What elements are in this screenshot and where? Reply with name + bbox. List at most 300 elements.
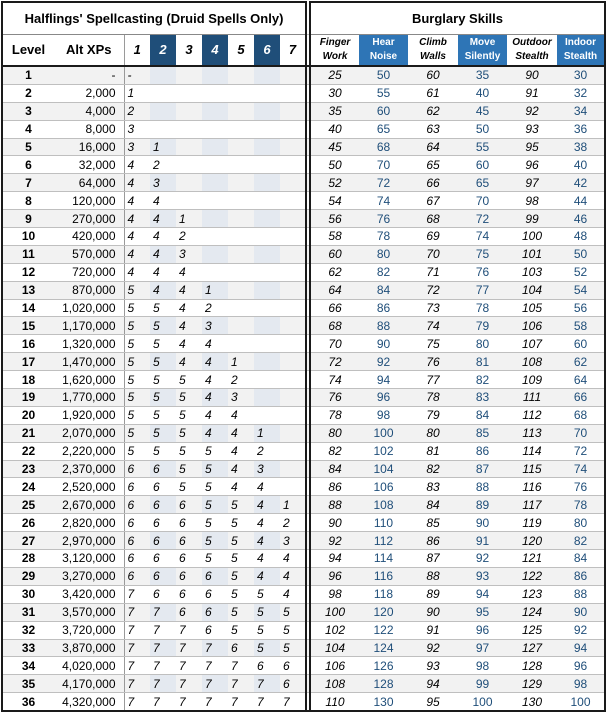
climb-walls-cell: 71 <box>408 263 458 281</box>
spell-slot-cell: 4 <box>150 228 176 246</box>
finger-work-cell: 64 <box>310 281 359 299</box>
indoor-stealth-cell: 64 <box>557 371 605 389</box>
level-header: Level <box>2 35 54 67</box>
outdoor-stealth-cell: 117 <box>507 496 557 514</box>
alt-xp-cell: 1,920,000 <box>54 406 124 424</box>
spell-slot-cell: 7 <box>124 585 150 603</box>
spell-level-4-header: 4 <box>202 35 228 67</box>
finger-work-cell: 62 <box>310 263 359 281</box>
climb-walls-header: Climb Walls <box>408 35 458 67</box>
table-row <box>2 174 605 192</box>
table-row <box>2 263 605 281</box>
hear-noise-cell: 88 <box>359 317 408 335</box>
spell-slot-cell <box>202 120 228 138</box>
finger-work-cell: 74 <box>310 371 359 389</box>
spell-slot-cell: 7 <box>176 621 202 639</box>
level-cell: 7 <box>2 174 54 192</box>
climb-walls-cell: 78 <box>408 389 458 407</box>
spell-slot-cell <box>228 174 254 192</box>
spell-slot-cell <box>280 174 306 192</box>
climb-walls-cell: 73 <box>408 299 458 317</box>
move-silently-cell: 72 <box>458 210 507 228</box>
level-cell: 6 <box>2 156 54 174</box>
spell-slot-cell: 7 <box>202 639 228 657</box>
spell-slot-cell <box>202 156 228 174</box>
spell-slot-cell: 3 <box>176 245 202 263</box>
spell-slot-cell: 6 <box>202 603 228 621</box>
spell-slot-cell: 6 <box>150 478 176 496</box>
finger-work-cell: 68 <box>310 317 359 335</box>
indoor-stealth-cell: 96 <box>557 657 605 675</box>
climb-walls-cell: 64 <box>408 138 458 156</box>
spell-slot-cell <box>176 174 202 192</box>
hear-noise-cell: 112 <box>359 532 408 550</box>
spell-slot-cell: 4 <box>124 192 150 210</box>
spell-slot-cell <box>254 120 280 138</box>
spell-slot-cell: 4 <box>202 424 228 442</box>
spell-slot-cell <box>280 335 306 353</box>
move-silently-cell: 77 <box>458 281 507 299</box>
finger-work-cell: 35 <box>310 102 359 120</box>
spell-slot-cell <box>150 84 176 102</box>
outdoor-stealth-cell: 109 <box>507 371 557 389</box>
climb-walls-cell: 63 <box>408 120 458 138</box>
move-silently-cell: 81 <box>458 353 507 371</box>
spell-slot-cell <box>176 102 202 120</box>
move-silently-cell: 98 <box>458 657 507 675</box>
spell-slot-cell <box>254 138 280 156</box>
move-silently-cell: 94 <box>458 585 507 603</box>
table-row <box>2 585 605 603</box>
move-silently-cell: 92 <box>458 550 507 568</box>
spell-slot-cell: 4 <box>254 567 280 585</box>
hear-noise-header: Hear Noise <box>359 35 408 67</box>
climb-walls-cell: 62 <box>408 102 458 120</box>
spell-slot-cell: 5 <box>176 478 202 496</box>
level-cell: 19 <box>2 389 54 407</box>
spell-slot-cell <box>280 281 306 299</box>
climb-walls-cell: 85 <box>408 514 458 532</box>
hear-noise-cell: 114 <box>359 550 408 568</box>
hear-noise-cell: 78 <box>359 228 408 246</box>
level-cell: 23 <box>2 460 54 478</box>
spell-slot-cell <box>228 317 254 335</box>
spell-slot-cell: 7 <box>150 621 176 639</box>
spell-slot-cell: 4 <box>150 210 176 228</box>
spell-slot-cell: 7 <box>150 639 176 657</box>
indoor-stealth-cell: 46 <box>557 210 605 228</box>
indoor-stealth-cell: 30 <box>557 66 605 84</box>
finger-work-cell: 58 <box>310 228 359 246</box>
indoor-stealth-cell: 32 <box>557 84 605 102</box>
spell-slot-cell: 7 <box>228 675 254 693</box>
spell-slot-cell: 7 <box>150 693 176 711</box>
finger-work-cell: 30 <box>310 84 359 102</box>
table-row <box>2 675 605 693</box>
outdoor-stealth-cell: 121 <box>507 550 557 568</box>
indoor-stealth-cell: 56 <box>557 299 605 317</box>
spell-slot-cell <box>254 317 280 335</box>
spell-slot-cell <box>228 245 254 263</box>
move-silently-cell: 93 <box>458 567 507 585</box>
spell-slot-cell <box>280 228 306 246</box>
table-row <box>2 478 605 496</box>
spell-slot-cell <box>202 138 228 156</box>
spell-slot-cell: 1 <box>176 210 202 228</box>
spell-slot-cell: 4 <box>176 263 202 281</box>
spell-slot-cell: 5 <box>150 317 176 335</box>
finger-work-cell: 54 <box>310 192 359 210</box>
indoor-stealth-cell: 42 <box>557 174 605 192</box>
table-row <box>2 442 605 460</box>
finger-work-cell: 108 <box>310 675 359 693</box>
indoor-stealth-cell: 58 <box>557 317 605 335</box>
level-cell: 36 <box>2 693 54 711</box>
spell-slot-cell: 6 <box>254 657 280 675</box>
finger-work-cell: 70 <box>310 335 359 353</box>
spell-slot-cell: 5 <box>124 406 150 424</box>
spell-slot-cell <box>254 281 280 299</box>
level-cell: 30 <box>2 585 54 603</box>
finger-work-cell: 82 <box>310 442 359 460</box>
climb-walls-cell: 68 <box>408 210 458 228</box>
spell-slot-cell <box>228 335 254 353</box>
spell-slot-cell: 4 <box>176 353 202 371</box>
spell-slot-cell: 6 <box>202 585 228 603</box>
spell-slot-cell <box>280 84 306 102</box>
alt-xp-cell: 1,170,000 <box>54 317 124 335</box>
indoor-stealth-cell: 94 <box>557 639 605 657</box>
spell-slot-cell: 5 <box>228 496 254 514</box>
spell-slot-cell: 1 <box>150 138 176 156</box>
outdoor-stealth-cell: 92 <box>507 102 557 120</box>
climb-walls-cell: 60 <box>408 66 458 84</box>
spell-slot-cell: 6 <box>150 550 176 568</box>
climb-walls-cell: 90 <box>408 603 458 621</box>
level-cell: 11 <box>2 245 54 263</box>
alt-xp-cell: 2,070,000 <box>54 424 124 442</box>
level-cell: 28 <box>2 550 54 568</box>
outdoor-stealth-cell: 124 <box>507 603 557 621</box>
level-cell: 22 <box>2 442 54 460</box>
spell-slot-cell <box>254 210 280 228</box>
hear-noise-cell: 126 <box>359 657 408 675</box>
spell-slot-cell <box>228 120 254 138</box>
spell-slot-cell: 4 <box>254 496 280 514</box>
indoor-stealth-cell: 88 <box>557 585 605 603</box>
outdoor-stealth-cell: 99 <box>507 210 557 228</box>
spell-slot-cell: 6 <box>124 532 150 550</box>
level-cell: 17 <box>2 353 54 371</box>
move-silently-header: Move Silently <box>458 35 507 67</box>
alt-xp-cell: 4,170,000 <box>54 675 124 693</box>
climb-walls-cell: 79 <box>408 406 458 424</box>
outdoor-stealth-cell: 108 <box>507 353 557 371</box>
move-silently-cell: 40 <box>458 84 507 102</box>
move-silently-cell: 95 <box>458 603 507 621</box>
outdoor-stealth-cell: 123 <box>507 585 557 603</box>
spell-slot-cell: 6 <box>176 603 202 621</box>
spell-slot-cell: 4 <box>228 442 254 460</box>
climb-walls-cell: 76 <box>408 353 458 371</box>
move-silently-cell: 84 <box>458 406 507 424</box>
spell-slot-cell: 6 <box>150 567 176 585</box>
climb-walls-cell: 92 <box>408 639 458 657</box>
hear-noise-cell: 72 <box>359 174 408 192</box>
move-silently-cell: 55 <box>458 138 507 156</box>
spell-slot-cell <box>254 156 280 174</box>
spell-slot-cell <box>176 120 202 138</box>
finger-work-cell: 86 <box>310 478 359 496</box>
spell-slot-cell <box>228 281 254 299</box>
indoor-stealth-cell: 76 <box>557 478 605 496</box>
alt-xp-cell: 2,820,000 <box>54 514 124 532</box>
outdoor-stealth-cell: 111 <box>507 389 557 407</box>
spell-slot-cell: 4 <box>124 156 150 174</box>
climb-walls-cell: 91 <box>408 621 458 639</box>
level-cell: 10 <box>2 228 54 246</box>
spell-slot-cell: 3 <box>228 389 254 407</box>
spreadsheet <box>1 1 606 712</box>
finger-work-cell: 80 <box>310 424 359 442</box>
indoor-stealth-cell: 54 <box>557 281 605 299</box>
alt-xp-cell: 120,000 <box>54 192 124 210</box>
move-silently-cell: 35 <box>458 66 507 84</box>
move-silently-cell: 90 <box>458 514 507 532</box>
hear-noise-cell: 65 <box>359 120 408 138</box>
spell-slot-cell: 7 <box>254 693 280 711</box>
hear-noise-cell: 70 <box>359 156 408 174</box>
level-cell: 25 <box>2 496 54 514</box>
spell-slot-cell: 4 <box>150 192 176 210</box>
alt-xp-cell: 1,770,000 <box>54 389 124 407</box>
spell-slot-cell <box>228 84 254 102</box>
indoor-stealth-cell: 48 <box>557 228 605 246</box>
table-row <box>2 335 605 353</box>
spell-slot-cell: 7 <box>124 621 150 639</box>
alt-xp-cell: 3,120,000 <box>54 550 124 568</box>
outdoor-stealth-cell: 119 <box>507 514 557 532</box>
spell-slot-cell: 4 <box>228 424 254 442</box>
spell-slot-cell <box>150 120 176 138</box>
spell-slot-cell: 5 <box>202 532 228 550</box>
finger-work-cell: 50 <box>310 156 359 174</box>
hear-noise-cell: 118 <box>359 585 408 603</box>
finger-work-cell: 40 <box>310 120 359 138</box>
climb-walls-cell: 61 <box>408 84 458 102</box>
move-silently-cell: 91 <box>458 532 507 550</box>
spell-slot-cell <box>202 228 228 246</box>
table-row <box>2 299 605 317</box>
spell-slot-cell: 5 <box>202 514 228 532</box>
spell-slot-cell: 3 <box>254 460 280 478</box>
spell-slot-cell: 4 <box>150 245 176 263</box>
spell-slot-cell: 5 <box>228 532 254 550</box>
indoor-stealth-cell: 82 <box>557 532 605 550</box>
spell-slot-cell: 2 <box>254 442 280 460</box>
spell-slot-cell: 6 <box>124 478 150 496</box>
spell-slot-cell: 5 <box>254 639 280 657</box>
spell-slot-cell: 7 <box>176 693 202 711</box>
table-row <box>2 424 605 442</box>
spell-slot-cell: 5 <box>124 299 150 317</box>
spell-slot-cell <box>202 84 228 102</box>
spell-slot-cell <box>254 263 280 281</box>
climb-walls-cell: 77 <box>408 371 458 389</box>
spell-slot-cell: 4 <box>202 389 228 407</box>
outdoor-stealth-cell: 128 <box>507 657 557 675</box>
level-cell: 16 <box>2 335 54 353</box>
spell-slot-cell: 5 <box>228 514 254 532</box>
spell-slot-cell: 6 <box>176 496 202 514</box>
spell-slot-cell: 4 <box>228 406 254 424</box>
alt-xp-cell: 870,000 <box>54 281 124 299</box>
spell-slot-cell <box>202 102 228 120</box>
alt-xp-cell: 3,570,000 <box>54 603 124 621</box>
alt-xp-cell: 420,000 <box>54 228 124 246</box>
table-row <box>2 514 605 532</box>
spell-slot-cell: 5 <box>202 550 228 568</box>
table-row <box>2 66 605 84</box>
climb-walls-cell: 74 <box>408 317 458 335</box>
spell-slot-cell: 4 <box>254 532 280 550</box>
hear-noise-cell: 80 <box>359 245 408 263</box>
hear-noise-cell: 116 <box>359 567 408 585</box>
spell-slot-cell <box>254 353 280 371</box>
spell-level-2-header: 2 <box>150 35 176 67</box>
spell-slot-cell: 5 <box>150 406 176 424</box>
spell-slot-cell <box>280 460 306 478</box>
spell-slot-cell: 6 <box>176 567 202 585</box>
spell-level-3-header: 3 <box>176 35 202 67</box>
outdoor-stealth-cell: 130 <box>507 693 557 711</box>
spell-slot-cell: 7 <box>124 603 150 621</box>
alt-xp-cell: 2,970,000 <box>54 532 124 550</box>
spell-slot-cell: 4 <box>176 299 202 317</box>
spell-slot-cell: 4 <box>254 514 280 532</box>
alt-xp-cell: 3,420,000 <box>54 585 124 603</box>
hear-noise-cell: 96 <box>359 389 408 407</box>
spell-slot-cell: 5 <box>228 621 254 639</box>
move-silently-cell: 60 <box>458 156 507 174</box>
level-cell: 29 <box>2 567 54 585</box>
finger-work-cell: 84 <box>310 460 359 478</box>
spell-slot-cell: 7 <box>124 657 150 675</box>
spell-slot-cell: 4 <box>202 335 228 353</box>
finger-work-cell: 88 <box>310 496 359 514</box>
spell-slot-cell: 7 <box>280 693 306 711</box>
move-silently-cell: 100 <box>458 693 507 711</box>
alt-xp-header: Alt XPs <box>54 35 124 67</box>
spell-slot-cell: 1 <box>202 281 228 299</box>
outdoor-stealth-cell: 112 <box>507 406 557 424</box>
table-row <box>2 138 605 156</box>
spell-slot-cell: 6 <box>150 585 176 603</box>
table-row <box>2 120 605 138</box>
spell-slot-cell: 4 <box>202 353 228 371</box>
indoor-stealth-cell: 98 <box>557 675 605 693</box>
spell-slot-cell: 6 <box>150 496 176 514</box>
spell-slot-cell: 6 <box>124 550 150 568</box>
indoor-stealth-cell: 70 <box>557 424 605 442</box>
spell-slot-cell: 5 <box>124 424 150 442</box>
climb-walls-cell: 69 <box>408 228 458 246</box>
spell-slot-cell <box>280 317 306 335</box>
alt-xp-cell: 2,670,000 <box>54 496 124 514</box>
spell-slot-cell <box>150 102 176 120</box>
alt-xp-cell: 3,270,000 <box>54 567 124 585</box>
finger-work-cell: 106 <box>310 657 359 675</box>
move-silently-cell: 75 <box>458 245 507 263</box>
outdoor-stealth-cell: 113 <box>507 424 557 442</box>
hear-noise-cell: 50 <box>359 66 408 84</box>
alt-xp-cell: 1,020,000 <box>54 299 124 317</box>
spell-slot-cell: 5 <box>254 585 280 603</box>
hear-noise-cell: 130 <box>359 693 408 711</box>
spell-slot-cell <box>228 102 254 120</box>
spell-slot-cell: 5 <box>124 371 150 389</box>
climb-walls-cell: 70 <box>408 245 458 263</box>
hear-noise-cell: 74 <box>359 192 408 210</box>
outdoor-stealth-cell: 91 <box>507 84 557 102</box>
level-cell: 5 <box>2 138 54 156</box>
spell-level-1-header: 1 <box>124 35 150 67</box>
hear-noise-cell: 90 <box>359 335 408 353</box>
table-row <box>2 192 605 210</box>
alt-xp-cell: 16,000 <box>54 138 124 156</box>
level-cell: 20 <box>2 406 54 424</box>
spell-slot-cell: 5 <box>124 281 150 299</box>
level-cell: 14 <box>2 299 54 317</box>
outdoor-stealth-cell: 122 <box>507 567 557 585</box>
outdoor-stealth-cell: 103 <box>507 263 557 281</box>
spell-slot-cell: 7 <box>228 657 254 675</box>
spell-slot-cell: 4 <box>176 281 202 299</box>
climb-walls-cell: 80 <box>408 424 458 442</box>
spell-level-6-header: 6 <box>254 35 280 67</box>
spell-slot-cell: 5 <box>176 460 202 478</box>
spell-slot-cell: 5 <box>124 335 150 353</box>
spell-slot-cell: 4 <box>150 263 176 281</box>
climb-walls-cell: 83 <box>408 478 458 496</box>
spell-slot-cell <box>254 335 280 353</box>
indoor-stealth-cell: 34 <box>557 102 605 120</box>
hear-noise-cell: 122 <box>359 621 408 639</box>
spell-slot-cell: 4 <box>280 567 306 585</box>
climb-walls-cell: 88 <box>408 567 458 585</box>
spell-slot-cell <box>280 120 306 138</box>
outdoor-stealth-cell: 106 <box>507 317 557 335</box>
move-silently-cell: 76 <box>458 263 507 281</box>
spell-slot-cell <box>254 84 280 102</box>
spell-slot-cell: 4 <box>202 371 228 389</box>
spell-slot-cell <box>280 66 306 84</box>
outdoor-stealth-cell: 114 <box>507 442 557 460</box>
spell-slot-cell: 7 <box>176 675 202 693</box>
spell-slot-cell: 6 <box>176 514 202 532</box>
alt-xp-cell: 1,620,000 <box>54 371 124 389</box>
move-silently-cell: 70 <box>458 192 507 210</box>
spell-slot-cell: 5 <box>202 442 228 460</box>
outdoor-stealth-cell: 96 <box>507 156 557 174</box>
spell-slot-cell <box>202 66 228 84</box>
alt-xp-cell: 3,870,000 <box>54 639 124 657</box>
outdoor-stealth-cell: 120 <box>507 532 557 550</box>
hear-noise-cell: 98 <box>359 406 408 424</box>
spell-slot-cell: 5 <box>202 496 228 514</box>
hear-noise-cell: 100 <box>359 424 408 442</box>
spell-slot-cell: 7 <box>124 639 150 657</box>
